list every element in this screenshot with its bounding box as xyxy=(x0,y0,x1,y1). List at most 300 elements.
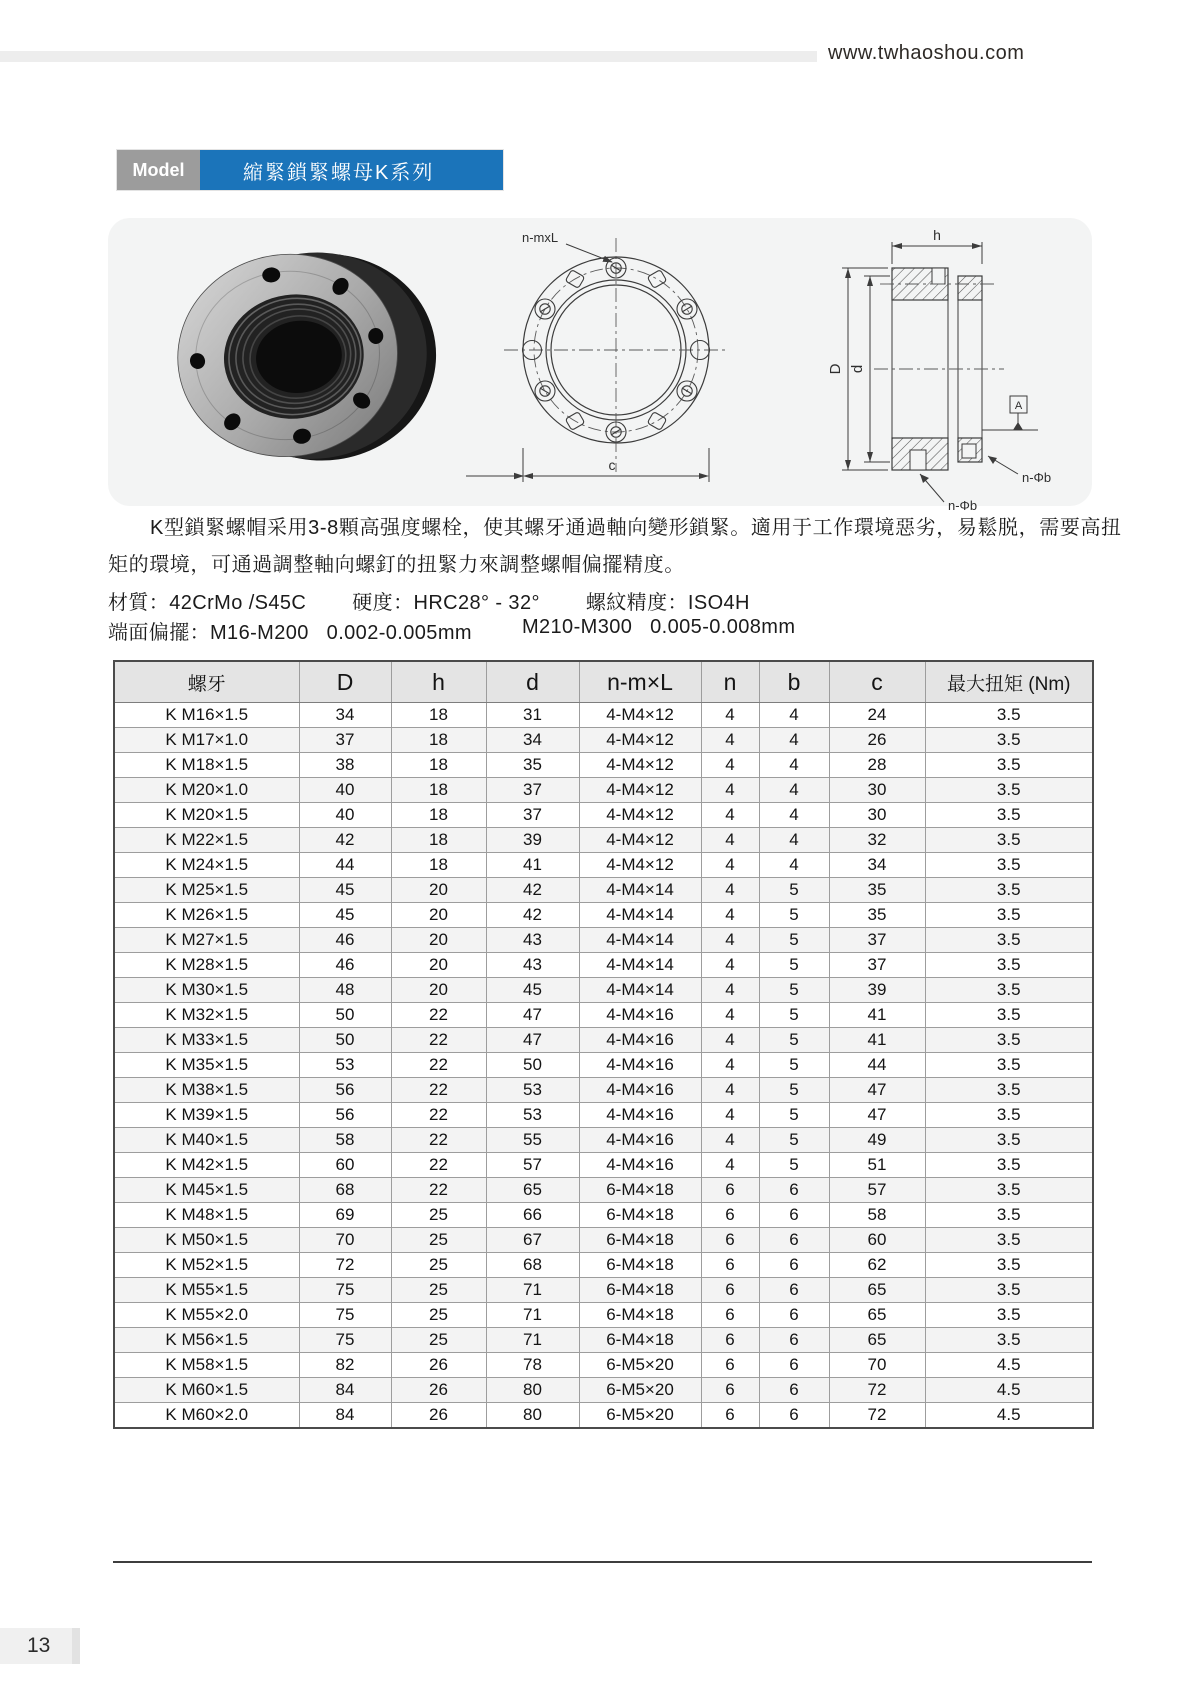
table-cell: 18 xyxy=(391,853,486,878)
table-cell: 26 xyxy=(829,728,925,753)
product-photo xyxy=(126,228,456,496)
table-cell: K M39×1.5 xyxy=(114,1103,299,1128)
table-row xyxy=(114,1003,1093,1028)
table-cell: K M35×1.5 xyxy=(114,1053,299,1078)
figure-panel xyxy=(108,218,1092,513)
table-cell: 5 xyxy=(759,1028,829,1053)
table-cell: 4.5 xyxy=(925,1403,1093,1429)
table-cell: 4 xyxy=(701,978,759,1003)
table-row xyxy=(114,1278,1093,1303)
table-header-cell: c xyxy=(829,661,925,703)
table-cell: 4 xyxy=(701,853,759,878)
table-row xyxy=(114,1153,1093,1178)
table-cell: 34 xyxy=(299,703,391,728)
table-cell: 75 xyxy=(299,1328,391,1353)
table-cell: K M26×1.5 xyxy=(114,903,299,928)
table-cell: 40 xyxy=(299,803,391,828)
table-cell: 45 xyxy=(299,878,391,903)
table-cell: 3.5 xyxy=(925,1303,1093,1328)
table-cell: 6-M4×18 xyxy=(579,1178,701,1203)
table-cell: 34 xyxy=(829,853,925,878)
table-cell: K M28×1.5 xyxy=(114,953,299,978)
table-cell: 20 xyxy=(391,953,486,978)
table-cell: 4-M4×12 xyxy=(579,803,701,828)
table-cell: 3.5 xyxy=(925,1278,1093,1303)
table-cell: 80 xyxy=(486,1403,579,1429)
table-cell: 22 xyxy=(391,1153,486,1178)
table-cell: K M55×1.5 xyxy=(114,1278,299,1303)
table-cell: K M45×1.5 xyxy=(114,1178,299,1203)
table-cell: 4 xyxy=(759,728,829,753)
table-cell: 4-M4×16 xyxy=(579,1103,701,1128)
table-cell: 48 xyxy=(299,978,391,1003)
table-cell: 4-M4×14 xyxy=(579,903,701,928)
table-cell: 42 xyxy=(486,878,579,903)
table-cell: 55 xyxy=(486,1128,579,1153)
table-cell: 22 xyxy=(391,1053,486,1078)
section-view-drawing xyxy=(796,218,1074,518)
table-cell: 4 xyxy=(759,803,829,828)
description-paragraph xyxy=(108,510,1122,584)
table-cell: 4-M4×16 xyxy=(579,1078,701,1103)
table-cell: 6 xyxy=(701,1303,759,1328)
table-cell: 6 xyxy=(701,1353,759,1378)
table-row xyxy=(114,1178,1093,1203)
table-cell: 25 xyxy=(391,1228,486,1253)
table-cell: 3.5 xyxy=(925,1153,1093,1178)
table-cell: 60 xyxy=(829,1228,925,1253)
table-cell: 3.5 xyxy=(925,1053,1093,1078)
table-cell: 5 xyxy=(759,953,829,978)
table-cell: 70 xyxy=(299,1228,391,1253)
table-cell: 26 xyxy=(391,1378,486,1403)
table-cell: 4.5 xyxy=(925,1353,1093,1378)
table-cell: 3.5 xyxy=(925,1103,1093,1128)
table-cell: 41 xyxy=(829,1003,925,1028)
table-cell: 6-M4×18 xyxy=(579,1278,701,1303)
table-cell: 22 xyxy=(391,1028,486,1053)
table-cell: K M52×1.5 xyxy=(114,1253,299,1278)
table-cell: 58 xyxy=(299,1128,391,1153)
table-cell: 37 xyxy=(486,803,579,828)
table-row xyxy=(114,928,1093,953)
table-cell: 3.5 xyxy=(925,1328,1093,1353)
table-cell: 6 xyxy=(701,1203,759,1228)
material-spec: 材質：42CrMo /S45C xyxy=(108,592,307,614)
table-cell: K M22×1.5 xyxy=(114,828,299,853)
table-row xyxy=(114,778,1093,803)
table-cell: 5 xyxy=(759,978,829,1003)
table-cell: 38 xyxy=(299,753,391,778)
table-cell: 6 xyxy=(759,1353,829,1378)
table-cell: 25 xyxy=(391,1253,486,1278)
table-cell: 4.5 xyxy=(925,1378,1093,1403)
table-cell: 25 xyxy=(391,1303,486,1328)
table-cell: 3.5 xyxy=(925,1028,1093,1053)
table-cell: K M42×1.5 xyxy=(114,1153,299,1178)
table-row xyxy=(114,1378,1093,1403)
table-cell: 58 xyxy=(829,1203,925,1228)
table-cell: 4 xyxy=(759,828,829,853)
table-cell: 6-M5×20 xyxy=(579,1403,701,1429)
table-cell: K M33×1.5 xyxy=(114,1028,299,1053)
table-cell: K M38×1.5 xyxy=(114,1078,299,1103)
table-header-cell: D xyxy=(299,661,391,703)
table-row xyxy=(114,853,1093,878)
table-cell: 5 xyxy=(759,1078,829,1103)
table-cell: K M25×1.5 xyxy=(114,878,299,903)
table-header-cell: 最大扭矩 (Nm) xyxy=(925,661,1093,703)
table-cell: 35 xyxy=(486,753,579,778)
section-datum-label: A xyxy=(1014,400,1023,412)
table-cell: 6-M5×20 xyxy=(579,1353,701,1378)
table-cell: 6 xyxy=(759,1178,829,1203)
table-cell: 6 xyxy=(759,1328,829,1353)
table-cell: 4-M4×16 xyxy=(579,1053,701,1078)
table-cell: 72 xyxy=(829,1403,925,1429)
table-cell: 4-M4×16 xyxy=(579,1003,701,1028)
table-cell: 62 xyxy=(829,1253,925,1278)
table-cell: 41 xyxy=(829,1028,925,1053)
table-cell: 4 xyxy=(701,1128,759,1153)
table-cell: 50 xyxy=(299,1003,391,1028)
table-cell: 6 xyxy=(701,1278,759,1303)
table-cell: 65 xyxy=(829,1328,925,1353)
table-cell: 3.5 xyxy=(925,1253,1093,1278)
header-rule xyxy=(0,51,817,62)
table-cell: 39 xyxy=(486,828,579,853)
table-row xyxy=(114,828,1093,853)
table-cell: 4-M4×16 xyxy=(579,1128,701,1153)
table-cell: 4 xyxy=(701,828,759,853)
table-cell: 6 xyxy=(701,1253,759,1278)
table-cell: 6-M4×18 xyxy=(579,1303,701,1328)
table-cell: K M27×1.5 xyxy=(114,928,299,953)
table-cell: 20 xyxy=(391,978,486,1003)
table-cell: 3.5 xyxy=(925,1003,1093,1028)
table-cell: 4-M4×12 xyxy=(579,753,701,778)
section-outer-dim-label: D xyxy=(827,363,844,375)
section-hole-callout-right-label: n-Φb xyxy=(1022,470,1052,485)
table-cell: 65 xyxy=(486,1178,579,1203)
table-row xyxy=(114,978,1093,1003)
table-cell: 75 xyxy=(299,1303,391,1328)
table-cell: K M30×1.5 xyxy=(114,978,299,1003)
table-cell: 47 xyxy=(486,1003,579,1028)
table-cell: 37 xyxy=(829,953,925,978)
table-cell: 6-M4×18 xyxy=(579,1228,701,1253)
series-title: 縮緊鎖緊螺母K系列 xyxy=(200,150,503,190)
table-cell: 4 xyxy=(759,753,829,778)
table-cell: 4 xyxy=(701,953,759,978)
table-cell: 57 xyxy=(486,1153,579,1178)
table-cell: 72 xyxy=(299,1253,391,1278)
table-cell: 43 xyxy=(486,928,579,953)
table-cell: 5 xyxy=(759,1003,829,1028)
table-cell: 56 xyxy=(299,1078,391,1103)
table-header-cell: b xyxy=(759,661,829,703)
table-cell: 4 xyxy=(701,1053,759,1078)
table-header-cell: h xyxy=(391,661,486,703)
table-cell: 4 xyxy=(701,1103,759,1128)
table-cell: 70 xyxy=(829,1353,925,1378)
table-cell: 56 xyxy=(299,1103,391,1128)
table-row xyxy=(114,1328,1093,1353)
table-cell: 22 xyxy=(391,1178,486,1203)
model-badge xyxy=(117,150,503,190)
table-cell: 69 xyxy=(299,1203,391,1228)
table-cell: 5 xyxy=(759,878,829,903)
table-cell: 3.5 xyxy=(925,853,1093,878)
table-cell: 3.5 xyxy=(925,703,1093,728)
table-cell: 20 xyxy=(391,928,486,953)
table-cell: 6 xyxy=(759,1303,829,1328)
table-cell: 45 xyxy=(299,903,391,928)
table-cell: 4 xyxy=(701,903,759,928)
table-row xyxy=(114,1403,1093,1429)
table-cell: 4-M4×14 xyxy=(579,878,701,903)
table-cell: 3.5 xyxy=(925,978,1093,1003)
table-cell: 30 xyxy=(829,778,925,803)
table-cell: 42 xyxy=(299,828,391,853)
table-cell: 75 xyxy=(299,1278,391,1303)
table-cell: 47 xyxy=(829,1078,925,1103)
table-cell: 34 xyxy=(486,728,579,753)
table-cell: 6-M4×18 xyxy=(579,1328,701,1353)
table-cell: 6 xyxy=(759,1378,829,1403)
table-cell: 3.5 xyxy=(925,1228,1093,1253)
table-row xyxy=(114,1103,1093,1128)
table-cell: 4-M4×14 xyxy=(579,953,701,978)
table-row xyxy=(114,1253,1093,1278)
spec-table xyxy=(113,660,1094,1429)
section-height-dim-label: h xyxy=(933,227,941,243)
website-url: www.twhaoshou.com xyxy=(828,42,1025,64)
table-cell: 4-M4×16 xyxy=(579,1153,701,1178)
table-cell: 43 xyxy=(486,953,579,978)
hardness-spec: 硬度：HRC28° - 32° xyxy=(352,592,540,614)
table-cell: 5 xyxy=(759,1153,829,1178)
table-cell: 46 xyxy=(299,928,391,953)
description-line-1: K型鎖緊螺帽采用3-8顆高强度螺栓，使其螺牙通過軸向變形鎖緊。適用于工作環境惡劣，易鬆脱，需要高扭 xyxy=(150,517,1122,539)
table-cell: 53 xyxy=(486,1078,579,1103)
page-number: 13 xyxy=(27,1634,51,1657)
table-cell: 44 xyxy=(299,853,391,878)
table-cell: 3.5 xyxy=(925,1178,1093,1203)
table-cell: 18 xyxy=(391,828,486,853)
table-cell: 6 xyxy=(701,1378,759,1403)
table-row xyxy=(114,703,1093,728)
table-cell: 28 xyxy=(829,753,925,778)
table-cell: 66 xyxy=(486,1203,579,1228)
table-cell: 37 xyxy=(486,778,579,803)
table-cell: 25 xyxy=(391,1278,486,1303)
table-cell: K M40×1.5 xyxy=(114,1128,299,1153)
table-header-row xyxy=(114,661,1093,703)
table-cell: 6-M4×18 xyxy=(579,1253,701,1278)
table-cell: 4 xyxy=(701,778,759,803)
table-cell: 6 xyxy=(701,1228,759,1253)
table-cell: 5 xyxy=(759,928,829,953)
table-cell: 4 xyxy=(701,728,759,753)
table-cell: 6 xyxy=(759,1253,829,1278)
table-cell: 4 xyxy=(759,778,829,803)
table-cell: 3.5 xyxy=(925,778,1093,803)
table-cell: 44 xyxy=(829,1053,925,1078)
table-cell: 22 xyxy=(391,1103,486,1128)
table-cell: K M32×1.5 xyxy=(114,1003,299,1028)
table-cell: 4-M4×12 xyxy=(579,778,701,803)
front-view-drawing xyxy=(466,222,766,504)
table-cell: 4-M4×14 xyxy=(579,978,701,1003)
table-cell: 26 xyxy=(391,1403,486,1429)
table-cell: 40 xyxy=(299,778,391,803)
table-cell: 4-M4×12 xyxy=(579,728,701,753)
table-cell: 68 xyxy=(486,1253,579,1278)
table-cell: 3.5 xyxy=(925,1128,1093,1153)
table-header-cell: n-m×L xyxy=(579,661,701,703)
material-spec-row xyxy=(108,586,796,615)
table-cell: 3.5 xyxy=(925,903,1093,928)
footer-rule xyxy=(113,1561,1092,1563)
table-cell: 41 xyxy=(486,853,579,878)
table-cell: 22 xyxy=(391,1003,486,1028)
table-header-cell: 螺牙 xyxy=(114,661,299,703)
runout-spec-small: 端面偏擺：M16-M200 0.002-0.005mm xyxy=(108,622,472,644)
table-header-cell: d xyxy=(486,661,579,703)
table-cell: 4-M4×12 xyxy=(579,703,701,728)
table-cell: 22 xyxy=(391,1078,486,1103)
table-cell: 50 xyxy=(486,1053,579,1078)
table-cell: 37 xyxy=(299,728,391,753)
table-cell: 5 xyxy=(759,1128,829,1153)
table-cell: 84 xyxy=(299,1378,391,1403)
table-cell: 6 xyxy=(759,1278,829,1303)
table-cell: 82 xyxy=(299,1353,391,1378)
table-cell: 3.5 xyxy=(925,1078,1093,1103)
table-cell: 4 xyxy=(701,878,759,903)
table-cell: 84 xyxy=(299,1403,391,1429)
table-cell: K M58×1.5 xyxy=(114,1353,299,1378)
table-cell: 57 xyxy=(829,1178,925,1203)
table-row xyxy=(114,1078,1093,1103)
description-line-2: 矩的環境，可通過調整軸向螺釘的扭緊力來調整螺帽偏擺精度。 xyxy=(108,554,685,576)
table-cell: 3.5 xyxy=(925,753,1093,778)
table-row xyxy=(114,878,1093,903)
table-row xyxy=(114,803,1093,828)
table-cell: K M20×1.5 xyxy=(114,803,299,828)
table-cell: 4 xyxy=(701,928,759,953)
table-cell: 18 xyxy=(391,753,486,778)
table-cell: 3.5 xyxy=(925,1203,1093,1228)
table-row xyxy=(114,903,1093,928)
table-cell: 39 xyxy=(829,978,925,1003)
table-cell: 80 xyxy=(486,1378,579,1403)
table-cell: 3.5 xyxy=(925,878,1093,903)
table-cell: 4 xyxy=(701,1028,759,1053)
table-cell: 4 xyxy=(759,703,829,728)
table-cell: 51 xyxy=(829,1153,925,1178)
table-cell: K M17×1.0 xyxy=(114,728,299,753)
table-cell: 26 xyxy=(391,1353,486,1378)
table-cell: K M50×1.5 xyxy=(114,1228,299,1253)
table-cell: 5 xyxy=(759,903,829,928)
table-cell: 3.5 xyxy=(925,828,1093,853)
section-hole-callout-bottom-label: n-Φb xyxy=(948,498,978,513)
table-cell: 18 xyxy=(391,703,486,728)
table-cell: 18 xyxy=(391,728,486,753)
table-cell: K M55×2.0 xyxy=(114,1303,299,1328)
table-cell: 45 xyxy=(486,978,579,1003)
table-cell: 6 xyxy=(701,1178,759,1203)
table-cell: 78 xyxy=(486,1353,579,1378)
table-row xyxy=(114,1128,1093,1153)
table-cell: 6 xyxy=(759,1203,829,1228)
table-cell: K M24×1.5 xyxy=(114,853,299,878)
table-row xyxy=(114,1228,1093,1253)
table-cell: 4 xyxy=(701,1078,759,1103)
table-cell: 46 xyxy=(299,953,391,978)
table-cell: 4-M4×12 xyxy=(579,853,701,878)
table-cell: 4 xyxy=(701,703,759,728)
table-cell: 71 xyxy=(486,1278,579,1303)
table-cell: 53 xyxy=(299,1053,391,1078)
table-cell: 49 xyxy=(829,1128,925,1153)
table-cell: 35 xyxy=(829,903,925,928)
table-cell: 6-M5×20 xyxy=(579,1378,701,1403)
table-cell: 6 xyxy=(759,1403,829,1429)
table-cell: 31 xyxy=(486,703,579,728)
table-cell: 6-M4×18 xyxy=(579,1203,701,1228)
table-cell: K M60×1.5 xyxy=(114,1378,299,1403)
table-cell: 71 xyxy=(486,1328,579,1353)
table-cell: 35 xyxy=(829,878,925,903)
table-cell: 3.5 xyxy=(925,953,1093,978)
model-label: Model xyxy=(117,150,200,190)
runout-spec-row xyxy=(108,616,845,645)
table-cell: 3.5 xyxy=(925,803,1093,828)
table-cell: 67 xyxy=(486,1228,579,1253)
table-cell: 68 xyxy=(299,1178,391,1203)
table-cell: 4-M4×14 xyxy=(579,928,701,953)
table-cell: K M48×1.5 xyxy=(114,1203,299,1228)
table-cell: 25 xyxy=(391,1328,486,1353)
table-cell: 25 xyxy=(391,1203,486,1228)
table-cell: K M18×1.5 xyxy=(114,753,299,778)
table-cell: 18 xyxy=(391,778,486,803)
table-cell: 4 xyxy=(701,1153,759,1178)
table-cell: 18 xyxy=(391,803,486,828)
spec-table-body xyxy=(114,703,1093,1429)
table-cell: 65 xyxy=(829,1278,925,1303)
table-cell: K M20×1.0 xyxy=(114,778,299,803)
table-cell: 5 xyxy=(759,1053,829,1078)
table-cell: 53 xyxy=(486,1103,579,1128)
front-hole-callout-label: n-mxL xyxy=(522,230,559,245)
table-cell: 22 xyxy=(391,1128,486,1153)
table-cell: 47 xyxy=(829,1103,925,1128)
table-cell: 65 xyxy=(829,1303,925,1328)
table-cell: 60 xyxy=(299,1153,391,1178)
table-row xyxy=(114,1303,1093,1328)
table-row xyxy=(114,1028,1093,1053)
runout-spec-large: M210-M300 0.005-0.008mm xyxy=(521,616,796,638)
table-cell: 20 xyxy=(391,903,486,928)
table-cell: 3.5 xyxy=(925,728,1093,753)
table-cell: 4 xyxy=(701,803,759,828)
table-row xyxy=(114,1353,1093,1378)
table-cell: 4-M4×12 xyxy=(579,828,701,853)
